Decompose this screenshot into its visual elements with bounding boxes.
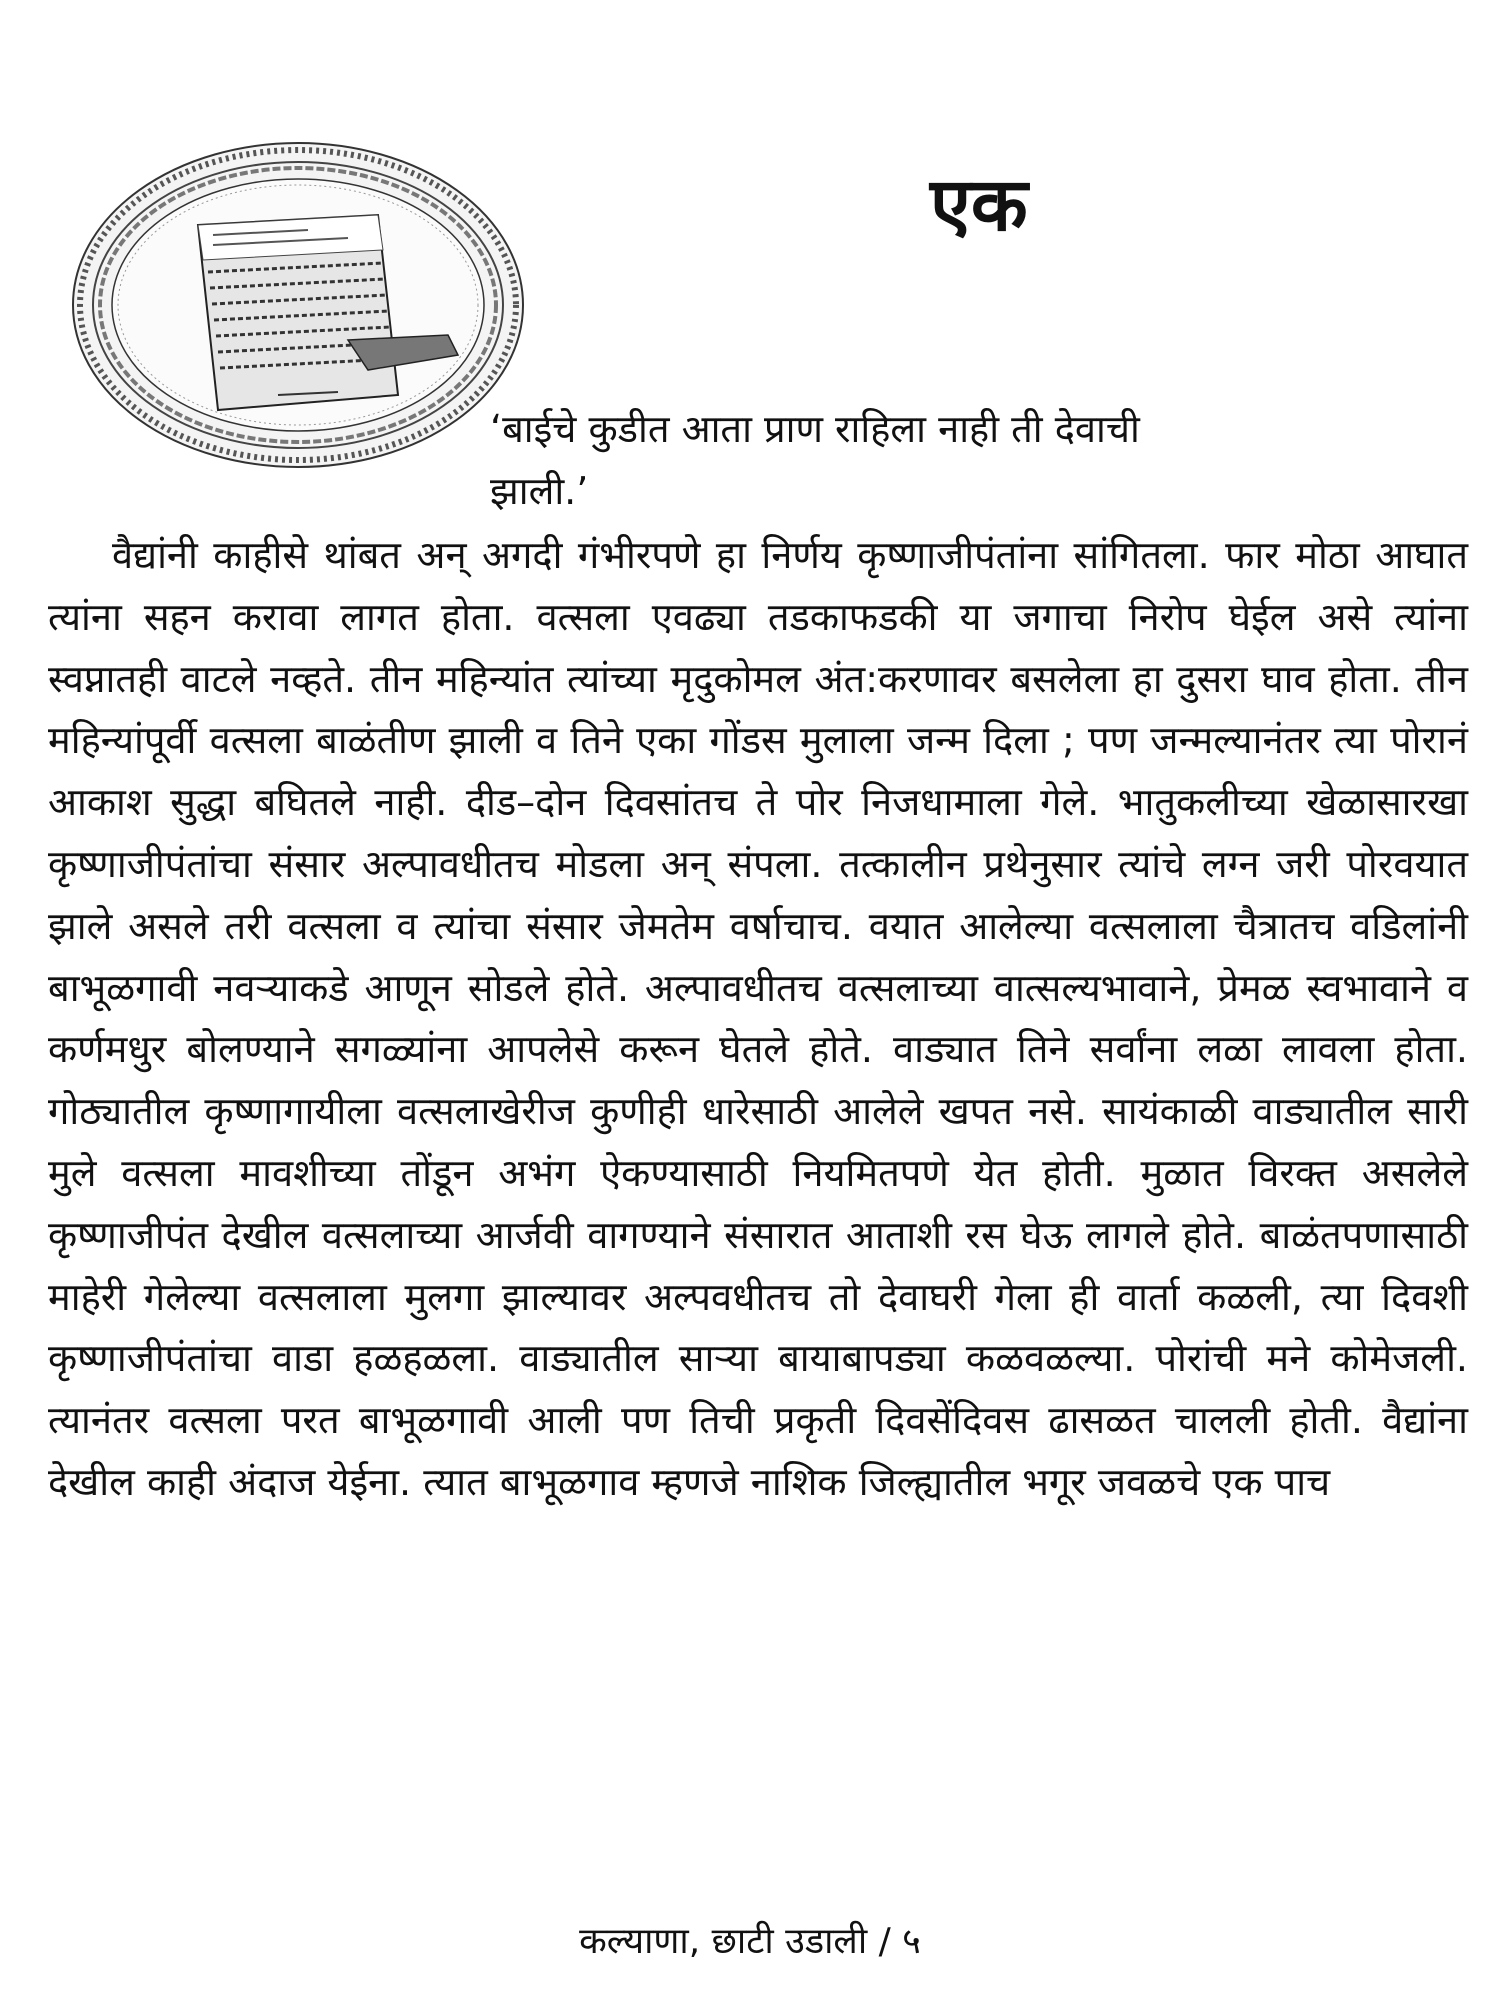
opening-quote-line-1: ‘बाईचे कुडीत आता प्राण राहिला नाही ती देवाची: [490, 407, 1140, 451]
ornate-oval-frame-with-manuscript-icon: [48, 130, 548, 480]
manuscript-illustration: [48, 130, 548, 480]
page-footer: कल्याणा, छाटी उडाली / ५: [579, 1921, 921, 1962]
opening-quote-line-2: झाली.’: [490, 469, 589, 513]
body-paragraph: वैद्यांनी काहीसे थांबत अन् अगदी गंभीरपणे हा निर्णय कृष्णाजीपंतांना सांगितला. फार मोठा आघात त्यांना सहन करावा लागत होता. वत्सला एवढ्या तडकाफडकी या जगाचा निरोप घेईल असे त्यांना स्वप्नातही वाटले नव्हते. तीन महिन्यांत त्यांच्या मृदुकोमल अंत:करणावर बसलेला हा दुसरा घाव होता. तीन महिन्यांपूर्वी वत्सला बाळंतीण झाली व तिने एका गोंडस मुलाला जन्म दिला ; पण जन्मल्यानंतर त्या पोरानं आकाश सुद्धा बघितले नाही. दीड–दोन दिवसांतच ते पोर निजधामाला गेले. भातुकलीच्या खेळासारखा कृष्णाजीपंतांचा संसार अल्पावधीतच मोडला अन् संपला. तत्कालीन प्रथेनुसार त्यांचे लग्न जरी पोरवयात झाले असले तरी वत्सला व त्यांचा संसार जेमतेम वर्षाचाच. वयात आलेल्या वत्सलाला चैत्रातच वडिलांनी बाभूळगावी नवऱ्याकडे आणून सोडले होते. अल्पावधीतच वत्सलाच्या वात्सल्यभावाने, प्रेमळ स्वभावाने व कर्णमधुर बोलण्याने सगळ्यांना आपलेसे करून घेतले होते. वाड्यात तिने सर्वांना लळा लावला होता. गोठ्यातील कृष्णागायीला वत्सलाखेरीज कुणीही धारेसाठी आलेले खपत नसे. सायंकाळी वाड्यातील सारी मुले वत्सला मावशीच्या तोंडून अभंग ऐकण्यासाठी नियमितपणे येत होती. मुळात विरक्त असलेले कृष्णाजीपंत देखील वत्सलाच्या आर्जवी वागण्याने संसारात आताशी रस घेऊ लागले होते. बाळंतपणासाठी माहेरी गेलेल्या वत्सलाला मुलगा झाल्यावर अल्पवधीतच तो देवाघरी गेला ही वार्ता कळली, त्या दिवशी कृष्णाजीपंतांचा वाडा हळहळला. वाड्यातील साऱ्या बायाबापड्या कळवळल्या. पोरांची मने कोमेजली. त्यानंतर वत्सला परत बाभूळगावी आली पण तिची प्रकृती दिवसेंदिवस ढासळत चालली होती. वैद्यांना देखील काही अंदाज येईना. त्यात बाभूळगाव म्हणजे नाशिक जिल्ह्यातील भगूर जवळचे एक पाच: [48, 533, 1469, 1504]
chapter-title: एक: [930, 162, 1028, 248]
